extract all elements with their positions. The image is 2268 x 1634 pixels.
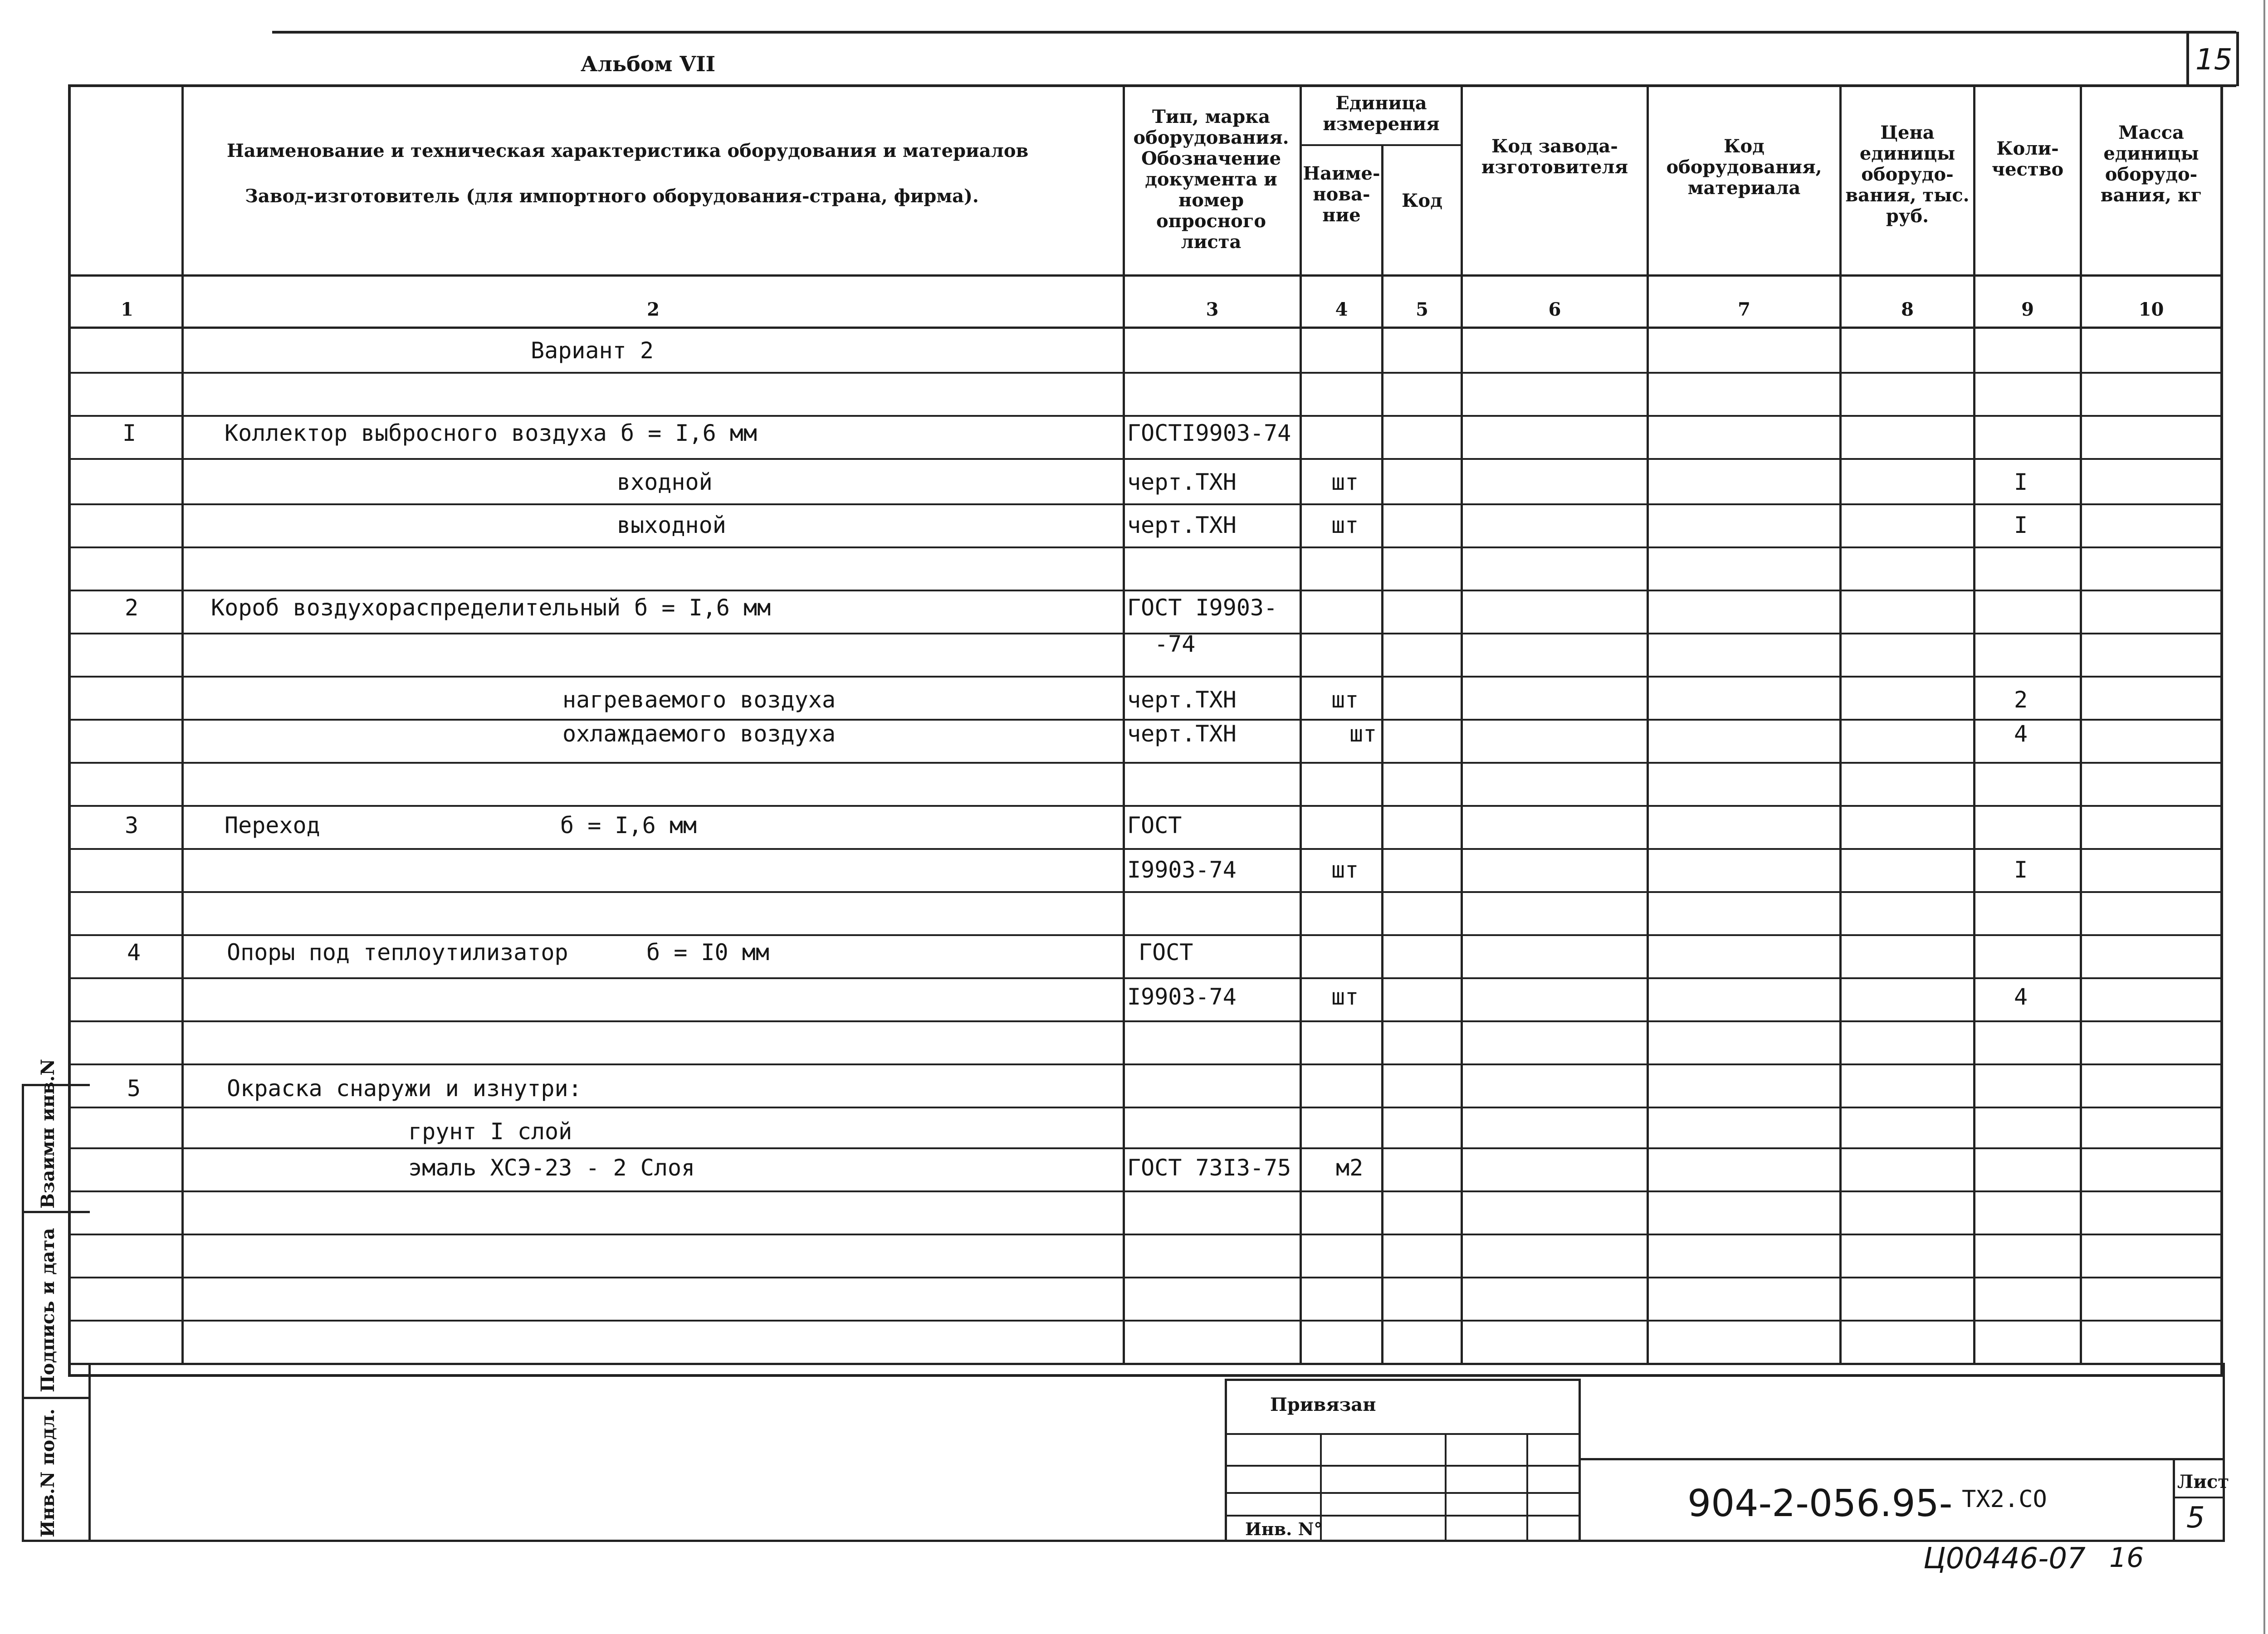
- table-row-1a-name: входной: [617, 469, 713, 495]
- frame-lower-right-line: [2223, 1363, 2225, 1542]
- table-row-1-num: I: [122, 420, 137, 446]
- handwritten-inventory-number: 16: [2109, 1542, 2144, 1574]
- table-row-2-type: ГОСТ I9903-: [1127, 595, 1278, 621]
- table-row-4-type: ГОСТ: [1139, 939, 1193, 966]
- row-line: [68, 848, 2223, 850]
- frame-lower-top-line: [88, 1363, 2223, 1365]
- page-edge: [2263, 0, 2265, 1634]
- stamp-privyazan-right: [1579, 1379, 1581, 1542]
- column-number-4: 4: [1335, 299, 1348, 320]
- row-line: [68, 415, 2223, 417]
- row-line: [68, 372, 2223, 374]
- col-line-9: [2080, 86, 2082, 1365]
- table-row-5b-unit: м2: [1336, 1155, 1364, 1181]
- header-bottom-line: [68, 274, 2223, 277]
- table-row-1-type: ГОСТI9903-74: [1127, 420, 1291, 446]
- frame-right-line: [2220, 84, 2223, 1376]
- frame-left-line: [68, 84, 71, 1376]
- table-row-4-name: Опоры под теплоутилизатор: [227, 939, 568, 966]
- table-row-3-num: 3: [125, 812, 139, 839]
- row-line: [68, 805, 2223, 807]
- row-line: [68, 762, 2223, 764]
- frame-lower-bottom-line: [88, 1540, 2225, 1542]
- column-number-1: 1: [121, 299, 133, 320]
- stamp-doc-code: 904-2-056.95-: [1687, 1482, 1953, 1525]
- col-line-8: [1973, 86, 1975, 1365]
- stamp-inv-label: Инв. N°: [1245, 1519, 1323, 1539]
- row-line: [68, 1063, 2223, 1065]
- table-row-2-name: Короб воздухораспределительный б = I,6 мм: [211, 595, 771, 621]
- header-col45: Единица измерения: [1323, 93, 1440, 135]
- side-stamp-divider-2: [22, 1397, 90, 1399]
- album-label: Альбом VII: [581, 52, 716, 76]
- row-variant-title: Вариант 2: [531, 337, 654, 364]
- column-number-6: 6: [1548, 299, 1561, 320]
- column-number-9: 9: [2021, 299, 2034, 320]
- top-border-line: [272, 31, 2236, 34]
- table-row-4-num: 4: [127, 939, 141, 966]
- header-col2-line1: Наименование и техническая характеристика оборудования и материалов: [227, 140, 1029, 161]
- stamp-privyazan-col: [1526, 1433, 1528, 1542]
- table-row-2b-type: черт.ТХН: [1127, 721, 1237, 747]
- page-number-box-left: [2186, 32, 2189, 86]
- table-row-3a-type: I9903-74: [1127, 857, 1237, 883]
- column-number-3: 3: [1206, 299, 1219, 320]
- table-row-2a-qty: 2: [2014, 687, 2028, 713]
- col-line-1: [181, 86, 184, 1365]
- row-line: [68, 891, 2223, 893]
- column-number-2: 2: [647, 299, 660, 320]
- column-number-8: 8: [1901, 299, 1914, 320]
- table-row-2a-name: нагреваемого воздуха: [562, 687, 836, 713]
- col-line-2: [1123, 86, 1125, 1365]
- row-line: [68, 1234, 2223, 1235]
- table-row-1b-name: выходной: [617, 512, 726, 538]
- table-row-1a-type: черт.ТХН: [1127, 469, 1237, 495]
- stamp-privyazan-top: [1225, 1379, 1581, 1381]
- page-number-box-right: [2236, 32, 2239, 86]
- row-line: [68, 1147, 2223, 1149]
- row-line: [68, 1190, 2223, 1192]
- table-row-4a-unit: шт: [1331, 984, 1359, 1010]
- table-row-2a-unit: шт: [1331, 687, 1359, 713]
- row-line: [68, 676, 2223, 678]
- table-row-5-num: 5: [127, 1075, 141, 1102]
- table-row-1b-unit: шт: [1331, 512, 1359, 538]
- header-col9: Коли-чество: [1991, 138, 2064, 180]
- table-row-3-type: ГОСТ: [1127, 812, 1182, 839]
- row-line: [68, 458, 2223, 460]
- row-line: [68, 633, 2223, 634]
- stamp-list-number: 5: [2186, 1501, 2205, 1535]
- stamp-doc-top-line: [1581, 1458, 2225, 1460]
- stamp-privyazan-col: [1445, 1433, 1447, 1542]
- side-stamp-left-line: [22, 1084, 24, 1542]
- unit-subheader-line: [1300, 144, 1461, 146]
- header-col6: Код завода-изготовителя: [1481, 136, 1628, 178]
- frame-lower-left-line: [88, 1363, 91, 1542]
- table-row-3a-unit: шт: [1331, 857, 1359, 883]
- table-row-2-type-cont: -74: [1154, 631, 1196, 657]
- table-row-5a-name: грунт I слой: [408, 1118, 572, 1145]
- table-row-5b-type: ГОСТ 73I3-75: [1127, 1155, 1291, 1181]
- header-col4: Наиме-нова-ние: [1303, 163, 1380, 226]
- table-row-1-name: Коллектор выбросного воздуха б = I,6 мм: [225, 420, 757, 446]
- table-row-3-thickness: б = I,6 мм: [560, 812, 697, 839]
- column-number-5: 5: [1416, 299, 1428, 320]
- header-col10: Масса единицы оборудо-вания, кг: [2100, 122, 2202, 206]
- table-row-5b-name: эмаль ХСЭ-23 - 2 Слоя: [408, 1155, 695, 1181]
- handwritten-inventory-code: Ц00446-07: [1923, 1542, 2086, 1575]
- col-line-4: [1381, 146, 1383, 1365]
- table-row-3a-qty: I: [2014, 857, 2028, 883]
- row-line: [68, 1020, 2223, 1022]
- row-line: [68, 590, 2223, 591]
- side-stamp-bottom-line: [22, 1540, 90, 1542]
- table-row-2-num: 2: [125, 595, 139, 621]
- header-col7: Код оборудования, материала: [1666, 136, 1822, 199]
- side-stamp-divider-1: [22, 1211, 90, 1213]
- frame-top-line: [68, 84, 2236, 87]
- header-col8: Цена единицы оборудо-вания, тыс. руб.: [1845, 122, 1970, 227]
- table-row-4a-type: I9903-74: [1127, 984, 1237, 1010]
- row-line: [68, 1320, 2223, 1322]
- column-number-7: 7: [1738, 299, 1750, 320]
- stamp-list-label: Лист: [2177, 1471, 2229, 1493]
- row-line: [68, 977, 2223, 979]
- column-numbers-bottom-line: [68, 327, 2223, 329]
- row-line: [68, 1107, 2223, 1108]
- stamp-privyazan-left: [1225, 1379, 1227, 1542]
- column-number-10: 10: [2138, 299, 2164, 320]
- stamp-doc-suffix: ТХ2.СО: [1962, 1486, 2047, 1513]
- table-row-2b-unit: шт: [1349, 721, 1377, 747]
- frame-bottom-line: [68, 1374, 2223, 1377]
- header-col5: Код: [1402, 190, 1442, 211]
- header-col2-line2: Завод-изготовитель (для импортного оборудования-страна, фирма).: [245, 185, 979, 207]
- stamp-privyazan-label: Привязан: [1270, 1394, 1376, 1415]
- stamp-list-left-line: [2173, 1458, 2175, 1542]
- table-row-1b-qty: I: [2014, 512, 2028, 538]
- col-line-6: [1647, 86, 1649, 1365]
- row-line: [68, 503, 2223, 505]
- table-row-1a-unit: шт: [1331, 469, 1359, 495]
- header-col3: Тип, марка оборудования. Обозначение документа и номер опросного листа: [1133, 106, 1289, 253]
- table-row-4a-qty: 4: [2014, 984, 2028, 1010]
- col-line-5: [1461, 86, 1463, 1365]
- table-row-5-name: Окраска снаружи и изнутри:: [227, 1075, 582, 1102]
- row-line: [68, 1277, 2223, 1278]
- table-row-2a-type: черт.ТХН: [1127, 687, 1237, 713]
- page-number-handwritten: 15: [2195, 43, 2233, 77]
- col-line-7: [1839, 86, 1842, 1365]
- row-line: [68, 546, 2223, 548]
- table-row-4-thickness: б = I0 мм: [646, 939, 769, 966]
- table-row-2b-qty: 4: [2014, 721, 2028, 747]
- stamp-list-divider: [2173, 1497, 2225, 1498]
- row-line: [68, 934, 2223, 936]
- table-row-1b-type: черт.ТХН: [1127, 512, 1237, 538]
- table-row-2b-name: охлаждаемого воздуха: [562, 721, 836, 747]
- col-line-3: [1300, 86, 1302, 1365]
- table-row-1a-qty: I: [2014, 469, 2028, 495]
- table-row-3-name: Переход: [225, 812, 320, 839]
